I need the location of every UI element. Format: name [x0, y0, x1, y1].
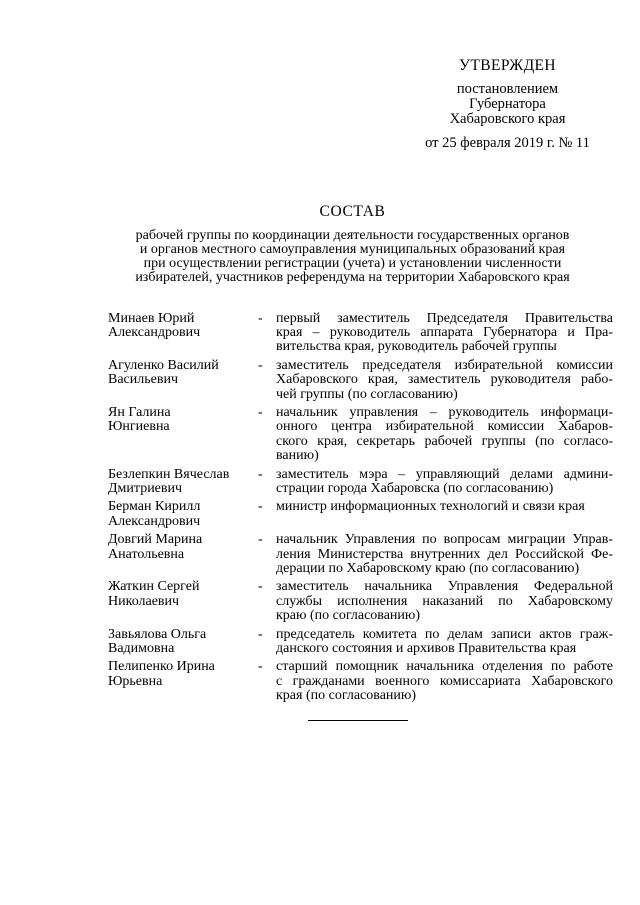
role-line: заместитель начальника Управления Федеральной	[276, 579, 613, 595]
role-line: ления Министерства внутренних дел Российской Фе-	[276, 546, 613, 562]
member-dash: -	[258, 626, 263, 642]
member-name	[108, 580, 258, 608]
member-role	[276, 359, 613, 402]
member-patronymic: Юрьевна	[108, 673, 163, 689]
member-surname: Жаткин Сергей	[108, 579, 200, 595]
role-line: заместитель мэра – управляющий делами админи-	[276, 466, 613, 482]
member-name	[108, 500, 258, 528]
member-surname: Минаев Юрий	[108, 311, 195, 326]
member-name	[108, 468, 258, 496]
member-role	[276, 660, 613, 703]
member-surname: Завьялова Ольга	[108, 626, 207, 642]
title-subtitle	[100, 229, 605, 285]
member-surname: Ян Галина	[108, 405, 171, 421]
member-surname: Берман Кирилл	[108, 499, 201, 515]
approved-label: УТВЕРЖДЕН	[458, 57, 557, 74]
subtitle-line: и органов местного самоуправления муниципальных образований края	[139, 242, 566, 257]
member-patronymic: Дмитриевич	[108, 480, 183, 496]
role-line: страции города Хабаровска (по согласованию)	[276, 480, 554, 496]
role-line: ского края, секретарь рабочей группы (по согласо-	[276, 433, 613, 449]
member-surname: Довгий Марина	[108, 532, 203, 548]
member-patronymic: Анатольевна	[108, 546, 185, 562]
member-role	[276, 500, 613, 514]
member-dash: -	[258, 499, 263, 515]
member-patronymic: Александрович	[108, 325, 201, 341]
subtitle-line: при осуществлении регистрации (учета) и установлении численности	[143, 256, 562, 271]
role-line: начальник управления – руководитель информаци-	[276, 405, 613, 421]
member-surname: Агуленко Василий	[108, 358, 219, 374]
member-row	[108, 660, 613, 703]
member-surname: Пелипенко Ирина	[108, 659, 215, 675]
member-row	[108, 406, 613, 463]
member-dash: -	[258, 659, 263, 675]
member-patronymic: Вадимовна	[108, 640, 175, 656]
member-row	[108, 500, 613, 528]
member-name	[108, 533, 258, 561]
member-patronymic: Юнгиевна	[108, 419, 170, 435]
role-line: председатель комитета по делам записи актов граж-	[276, 626, 613, 642]
role-line: ванию)	[276, 447, 319, 463]
member-row	[108, 359, 613, 402]
role-line: дерации по Хабаровскому краю (по согласованию)	[276, 560, 580, 576]
member-patronymic: Васильевич	[108, 372, 178, 388]
member-surname: Безлепкин Вячеслав	[108, 466, 230, 482]
member-dash: -	[258, 532, 263, 548]
member-name	[108, 660, 258, 688]
approval-stamp	[400, 58, 615, 151]
role-line: онного центра избирательной комиссии Хабаров-	[276, 419, 613, 435]
subtitle-line: рабочей группы по координации деятельности государственных органов	[135, 228, 570, 243]
role-line: чей группы (по согласованию)	[276, 386, 458, 402]
member-role	[276, 312, 613, 355]
member-name	[108, 359, 258, 387]
member-patronymic: Николаевич	[108, 593, 180, 609]
member-dash: -	[258, 579, 263, 595]
member-role	[276, 628, 613, 656]
role-line: края (по согласованию)	[276, 687, 417, 703]
role-line: данского состояния и архивов Правительства края	[276, 640, 577, 656]
title-heading: СОСТАВ	[319, 203, 386, 220]
member-row	[108, 580, 613, 623]
role-line: краю (по согласованию)	[276, 607, 421, 623]
role-line: с гражданами военного комиссариата Хабаровского	[276, 673, 613, 689]
members-list	[108, 312, 613, 708]
role-line: края – руководитель аппарата Губернатора и Пра-	[276, 325, 613, 341]
member-dash: -	[258, 466, 263, 482]
member-row	[108, 468, 613, 496]
role-line: заместитель председателя избирательной комиссии	[276, 358, 613, 374]
role-line: начальник Управления по вопросам миграции Управ-	[276, 532, 613, 548]
role-line: службы исполнения наказаний по Хабаровскому	[276, 593, 613, 609]
role-line: министр информационных технологий и связи края	[276, 499, 585, 515]
member-name	[108, 406, 258, 434]
role-line: Хабаровского края, заместитель руководителя рабо-	[276, 372, 613, 388]
member-row	[108, 312, 613, 355]
member-role	[276, 533, 613, 576]
member-dash: -	[258, 405, 263, 421]
approval-line-1: постановлением	[456, 81, 559, 97]
role-line: старший помощник начальника отделения по работе	[276, 659, 613, 675]
end-separator-line	[308, 720, 408, 721]
member-role	[276, 468, 613, 496]
member-patronymic: Александрович	[108, 513, 201, 529]
member-name	[108, 628, 258, 656]
document-title	[100, 203, 605, 285]
member-role	[276, 406, 613, 463]
member-dash: -	[258, 311, 263, 326]
member-role	[276, 580, 613, 623]
member-name	[108, 312, 258, 340]
approval-date: от 25 февраля 2019 г. № 11	[425, 135, 590, 151]
subtitle-line: избирателей, участников референдума на территории Хабаровского края	[135, 270, 570, 285]
member-dash: -	[258, 358, 263, 374]
approval-line-2: Губернатора	[469, 96, 546, 112]
member-row	[108, 628, 613, 656]
role-line: вительства края, руководитель рабочей группы	[276, 339, 557, 355]
approval-line-3: Хабаровского края	[449, 111, 566, 127]
role-line: первый заместитель Председателя Правительства	[276, 311, 613, 326]
member-row	[108, 533, 613, 576]
